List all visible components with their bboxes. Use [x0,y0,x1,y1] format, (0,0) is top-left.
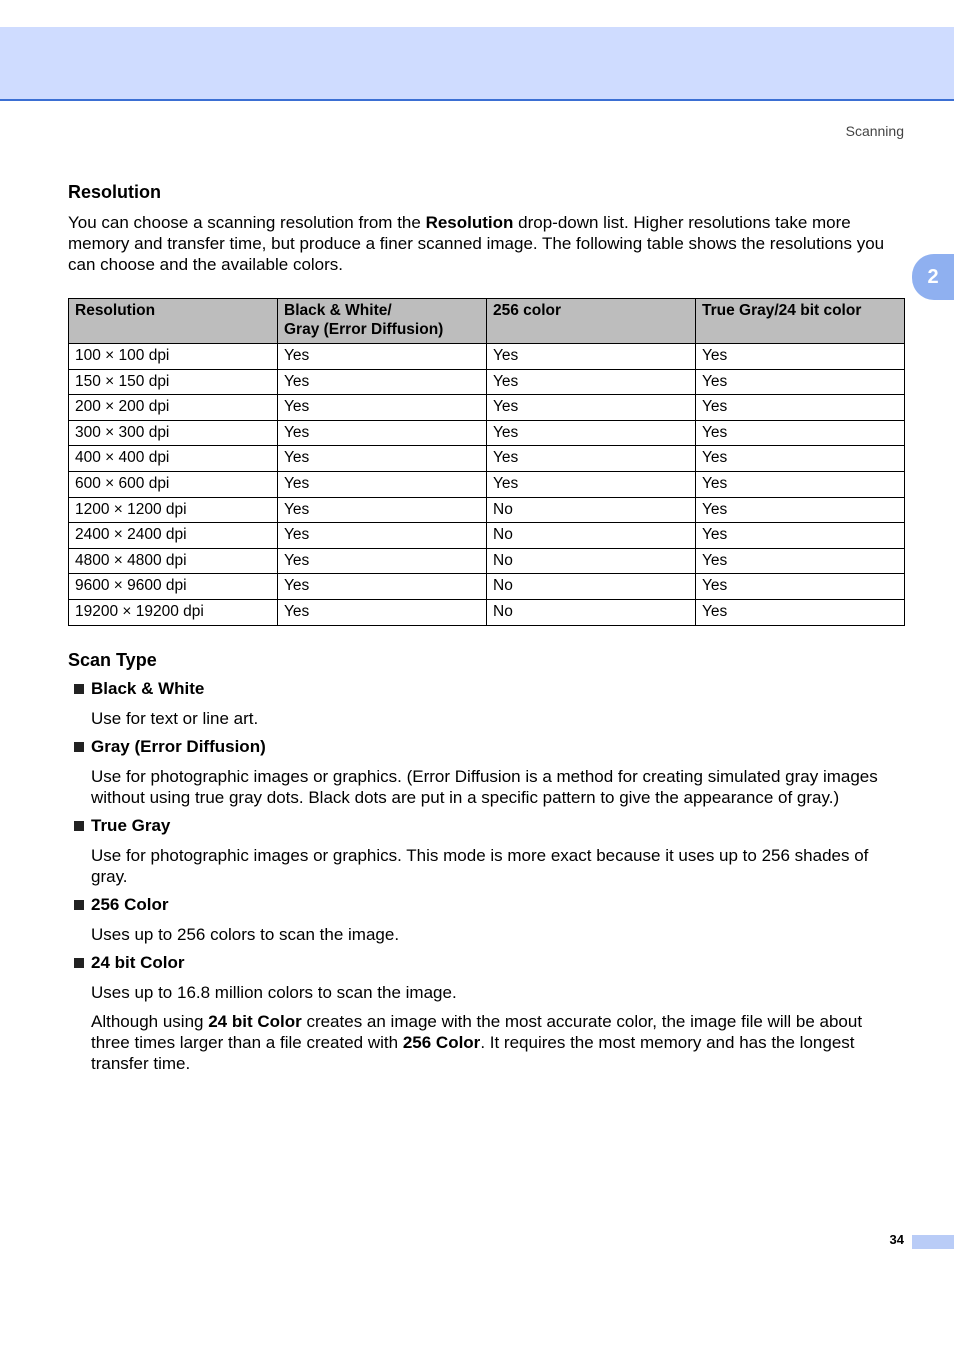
chapter-tab: 2 [912,254,954,300]
list-item [68,678,904,729]
table-row [69,420,905,446]
square-bullet-icon [74,958,84,968]
list-item [68,736,904,808]
table-row [69,523,905,549]
table-cell: No [487,599,696,625]
scan-type-description: Uses up to 16.8 million colors to scan the image. [91,983,457,1002]
scan-type-name: 256 Color [68,894,904,916]
square-bullet-icon [74,821,84,831]
table-row [69,395,905,421]
table-cell: Yes [696,548,905,574]
scan-type-name: 24 bit Color [68,952,904,974]
table-cell: 4800 × 4800 dpi [69,548,278,574]
table-row [69,446,905,472]
scan-type-description: Use for text or line art. [91,709,259,728]
table-cell: Yes [487,471,696,497]
table-cell: Yes [696,369,905,395]
table-cell: Yes [278,574,487,600]
table-cell: Yes [487,420,696,446]
table-cell: 19200 × 19200 dpi [69,599,278,625]
table-row [69,548,905,574]
table-cell: Yes [278,395,487,421]
table-cell: 9600 × 9600 dpi [69,574,278,600]
square-bullet-icon [74,742,84,752]
scan-type-name: Gray (Error Diffusion) [68,736,904,758]
table-cell: Yes [487,446,696,472]
resolution-table [68,298,905,626]
resolution-keyword: Resolution [425,213,514,232]
table-cell: 300 × 300 dpi [69,420,278,446]
table-cell: Yes [278,599,487,625]
table-row [69,599,905,625]
table-cell: Yes [278,471,487,497]
table-row [69,574,905,600]
table-cell: Yes [487,369,696,395]
table-cell: Yes [487,344,696,370]
column-header: Resolution [69,299,278,344]
scan-type-description: Use for photographic images or graphics. (Error Diffusion is a method for creating simulated gray images without using true gray dots. Black dots are put in a specific pattern to give the appearance of gray.) [91,767,878,807]
table-cell: No [487,548,696,574]
page-tab [912,1235,954,1249]
table-cell: 2400 × 2400 dpi [69,523,278,549]
scan-type-note: Although using 24 bit Color creates an image with the most accurate color, the image file will be about three times larger than a file created with 256 Color. It requires the most memory and has the longest transfer time. [91,1012,863,1073]
section-title-scan-type: Scan Type [68,650,157,670]
table-cell: Yes [278,344,487,370]
scan-type-name: Black & White [68,678,904,700]
table-cell: Yes [696,471,905,497]
table-row [69,344,905,370]
table-cell: Yes [278,497,487,523]
table-cell: Yes [696,497,905,523]
table-cell: Yes [696,446,905,472]
square-bullet-icon [74,900,84,910]
scan-type-description: Uses up to 256 colors to scan the image. [91,925,400,944]
scan-type-description: Use for photographic images or graphics. This mode is more exact because it uses up to 256 shades of gray. [91,846,869,886]
table-cell: Yes [696,395,905,421]
table-cell: Yes [696,344,905,370]
table-cell: 200 × 200 dpi [69,395,278,421]
scan-type-list [68,678,904,1074]
column-header: 256 color [487,299,696,344]
table-cell: 100 × 100 dpi [69,344,278,370]
table-row [69,471,905,497]
table-cell: Yes [278,369,487,395]
table-row [69,497,905,523]
table-row [69,369,905,395]
table-cell: Yes [278,420,487,446]
table-cell: No [487,523,696,549]
table-cell: Yes [278,446,487,472]
column-header: True Gray/24 bit color [696,299,905,344]
table-header-row [69,299,905,344]
section-title-resolution: Resolution [68,182,161,202]
scan-type-name: True Gray [68,815,904,837]
table-cell: Yes [696,523,905,549]
table-cell: Yes [696,574,905,600]
table-cell: 600 × 600 dpi [69,471,278,497]
table-cell: Yes [696,420,905,446]
running-head: Scanning [845,123,904,139]
list-item [68,894,904,945]
table-cell: No [487,497,696,523]
table-cell: 400 × 400 dpi [69,446,278,472]
column-header: Black & White/ Gray (Error Diffusion) [278,299,487,344]
table-cell: Yes [696,599,905,625]
list-item [68,815,904,887]
table-cell: 1200 × 1200 dpi [69,497,278,523]
header-band [0,27,954,101]
table-cell: Yes [487,395,696,421]
table-cell: No [487,574,696,600]
table-cell: Yes [278,523,487,549]
list-item [68,952,904,1074]
page-number: 34 [889,1232,904,1247]
square-bullet-icon [74,684,84,694]
table-cell: 150 × 150 dpi [69,369,278,395]
resolution-intro: You can choose a scanning resolution from the Resolution drop-down list. Higher resolutions take more memory and transfer time, but produce a finer scanned image. The following table shows the resolutions you can choose and the available colors. [68,213,885,274]
table-cell: Yes [278,548,487,574]
